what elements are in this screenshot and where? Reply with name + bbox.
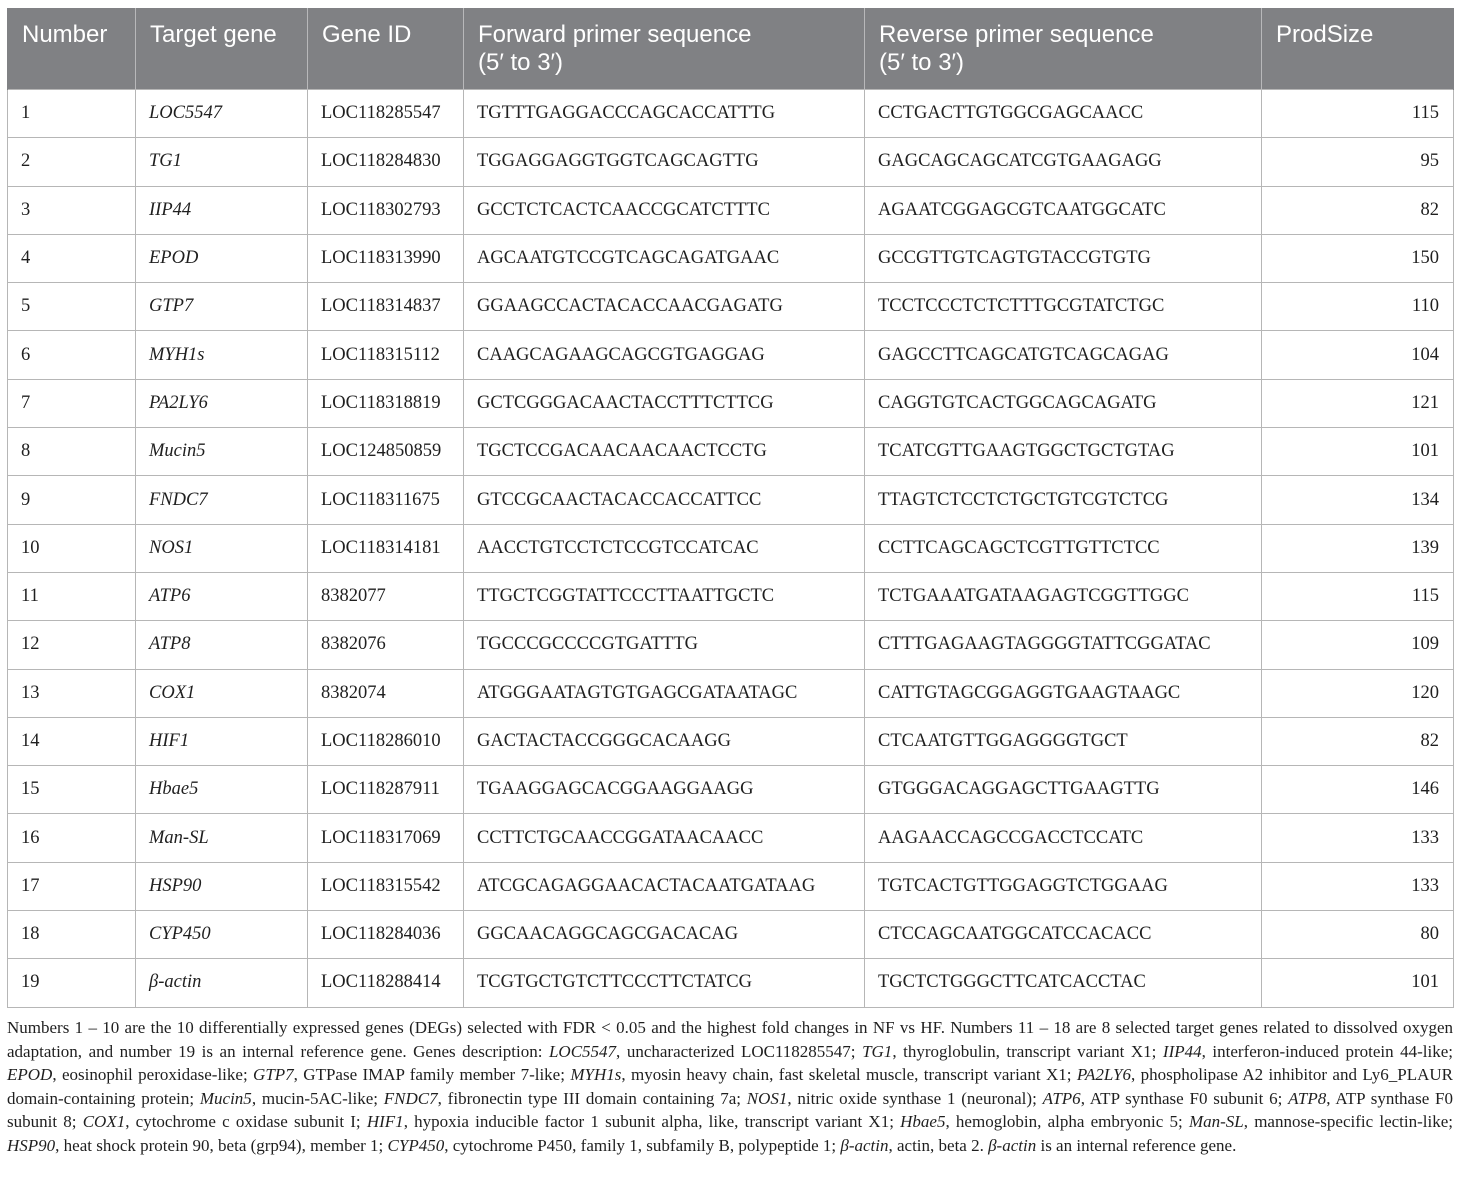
primer-table-container bbox=[7, 8, 1453, 1008]
footnote-gene-description: , heat shock protein 90, beta (grp94), member 1; bbox=[55, 1135, 388, 1155]
header-number: Number bbox=[8, 8, 136, 90]
cell-number: 14 bbox=[8, 717, 136, 765]
footnote-gene-description: , ATP synthase F0 subunit 8; bbox=[7, 1088, 1453, 1132]
table-footnote bbox=[7, 1016, 1453, 1158]
cell-number: 11 bbox=[8, 572, 136, 620]
footnote-gene-description: , myosin heavy chain, fast skeletal muscle, transcript variant X1; bbox=[621, 1065, 1077, 1085]
footnote-gene-description: , uncharacterized LOC118285547; bbox=[616, 1041, 863, 1061]
cell-number: 16 bbox=[8, 814, 136, 862]
table-row bbox=[8, 90, 1454, 138]
cell-target-gene: COX1 bbox=[136, 669, 308, 717]
cell-number: 6 bbox=[8, 331, 136, 379]
footnote-gene-name: Hbae5 bbox=[900, 1112, 946, 1132]
cell-forward-primer: CAAGCAGAAGCAGCGTGAGGAG bbox=[464, 331, 865, 379]
cell-reverse-primer: CCTTCAGCAGCTCGTTGTTCTCC bbox=[865, 524, 1262, 572]
table-row bbox=[8, 331, 1454, 379]
cell-forward-primer: TTGCTCGGTATTCCCTTAATTGCTC bbox=[464, 572, 865, 620]
table-row bbox=[8, 766, 1454, 814]
table-row bbox=[8, 379, 1454, 427]
footnote-gene-name: IIP44 bbox=[1162, 1041, 1202, 1061]
table-row bbox=[8, 283, 1454, 331]
cell-target-gene: TG1 bbox=[136, 138, 308, 186]
cell-forward-primer: ATGGGAATAGTGTGAGCGATAATAGC bbox=[464, 669, 865, 717]
cell-target-gene: HSP90 bbox=[136, 862, 308, 910]
cell-target-gene: Man-SL bbox=[136, 814, 308, 862]
cell-reverse-primer: CTCCAGCAATGGCATCCACACC bbox=[865, 911, 1262, 959]
cell-gene-id: LOC118317069 bbox=[308, 814, 464, 862]
footnote-gene-name: COX1 bbox=[82, 1112, 126, 1132]
cell-prodsize: 120 bbox=[1262, 669, 1454, 717]
footnote-closing-gene: β-actin bbox=[988, 1135, 1037, 1155]
cell-number: 7 bbox=[8, 379, 136, 427]
cell-gene-id: LOC118318819 bbox=[308, 379, 464, 427]
footnote-gene-name: LOC5547 bbox=[548, 1041, 617, 1061]
cell-target-gene: GTP7 bbox=[136, 283, 308, 331]
cell-target-gene: MYH1s bbox=[136, 331, 308, 379]
cell-number: 13 bbox=[8, 669, 136, 717]
cell-reverse-primer: GAGCCTTCAGCATGTCAGCAGAG bbox=[865, 331, 1262, 379]
cell-prodsize: 104 bbox=[1262, 331, 1454, 379]
cell-forward-primer: TGCTCCGACAACAACAACTCCTG bbox=[464, 428, 865, 476]
footnote-gene-description: , nitric oxide synthase 1 (neuronal); bbox=[787, 1088, 1043, 1108]
cell-reverse-primer: TCCTCCCTCTCTTTGCGTATCTGC bbox=[865, 283, 1262, 331]
footnote-gene-name: TG1 bbox=[862, 1041, 893, 1061]
table-row bbox=[8, 621, 1454, 669]
cell-forward-primer: TGAAGGAGCACGGAAGGAAGG bbox=[464, 766, 865, 814]
footnote-gene-name: ATP6 bbox=[1042, 1088, 1081, 1108]
cell-reverse-primer: TCATCGTTGAAGTGGCTGCTGTAG bbox=[865, 428, 1262, 476]
cell-target-gene: HIF1 bbox=[136, 717, 308, 765]
cell-reverse-primer: AAGAACCAGCCGACCTCCATC bbox=[865, 814, 1262, 862]
cell-prodsize: 82 bbox=[1262, 717, 1454, 765]
cell-gene-id: 8382074 bbox=[308, 669, 464, 717]
header-forward-line1: Forward primer sequence bbox=[478, 21, 752, 48]
cell-number: 3 bbox=[8, 186, 136, 234]
cell-reverse-primer: CTTTGAGAAGTAGGGGTATTCGGATAC bbox=[865, 621, 1262, 669]
cell-reverse-primer: TGCTCTGGGCTTCATCACCTAC bbox=[865, 959, 1262, 1007]
cell-target-gene: Mucin5 bbox=[136, 428, 308, 476]
cell-gene-id: 8382076 bbox=[308, 621, 464, 669]
cell-number: 1 bbox=[8, 90, 136, 138]
header-gene-id: Gene ID bbox=[308, 8, 464, 90]
cell-forward-primer: AACCTGTCCTCTCCGTCCATCAC bbox=[464, 524, 865, 572]
cell-forward-primer: AGCAATGTCCGTCAGCAGATGAAC bbox=[464, 234, 865, 282]
cell-prodsize: 133 bbox=[1262, 862, 1454, 910]
footnote-gene-name: NOS1 bbox=[746, 1088, 788, 1108]
cell-gene-id: LOC118286010 bbox=[308, 717, 464, 765]
footnote-intro: Numbers 1 – 10 are the 10 differentially expressed genes (DEGs) selected with FDR < 0.05 and the highest fold changes in NF vs HF. Numbers 11 – 18 are 8 selected target genes related to dissolved oxygen adaptation, and number 19 is an internal reference gene. Genes description: bbox=[7, 1018, 1453, 1061]
footnote-gene-name: MYH1s bbox=[570, 1065, 622, 1085]
footnote-gene-description: , GTPase IMAP family member 7-like; bbox=[293, 1065, 571, 1085]
cell-forward-primer: CCTTCTGCAACCGGATAACAACC bbox=[464, 814, 865, 862]
cell-prodsize: 146 bbox=[1262, 766, 1454, 814]
footnote-gene-name: Mucin5 bbox=[199, 1088, 252, 1108]
cell-reverse-primer: TCTGAAATGATAAGAGTCGGTTGGC bbox=[865, 572, 1262, 620]
cell-forward-primer: TGGAGGAGGTGGTCAGCAGTTG bbox=[464, 138, 865, 186]
cell-prodsize: 95 bbox=[1262, 138, 1454, 186]
cell-gene-id: LOC118285547 bbox=[308, 90, 464, 138]
table-row bbox=[8, 717, 1454, 765]
footnote-gene-name: CYP450 bbox=[387, 1135, 445, 1155]
cell-prodsize: 134 bbox=[1262, 476, 1454, 524]
cell-reverse-primer: GAGCAGCAGCATCGTGAAGAGG bbox=[865, 138, 1262, 186]
cell-reverse-primer: CCTGACTTGTGGCGAGCAACC bbox=[865, 90, 1262, 138]
cell-prodsize: 101 bbox=[1262, 959, 1454, 1007]
cell-prodsize: 139 bbox=[1262, 524, 1454, 572]
cell-forward-primer: TCGTGCTGTCTTCCCTTCTATCG bbox=[464, 959, 865, 1007]
cell-number: 12 bbox=[8, 621, 136, 669]
cell-target-gene: ATP8 bbox=[136, 621, 308, 669]
footnote-closing-text: is an internal reference gene. bbox=[1036, 1135, 1237, 1155]
cell-number: 10 bbox=[8, 524, 136, 572]
cell-forward-primer: GTCCGCAACTACACCACCATTCC bbox=[464, 476, 865, 524]
footnote-gene-description: , thyroglobulin, transcript variant X1; bbox=[892, 1041, 1163, 1061]
cell-number: 18 bbox=[8, 911, 136, 959]
cell-prodsize: 82 bbox=[1262, 186, 1454, 234]
cell-gene-id: LOC118287911 bbox=[308, 766, 464, 814]
table-row bbox=[8, 138, 1454, 186]
header-forward-line2: (5′ to 3′) bbox=[478, 49, 564, 76]
footnote-gene-description: , mucin-5AC-like; bbox=[251, 1088, 384, 1108]
footnote-gene-description: , ATP synthase F0 subunit 6; bbox=[1080, 1088, 1289, 1108]
table-row bbox=[8, 186, 1454, 234]
cell-gene-id: LOC118314181 bbox=[308, 524, 464, 572]
cell-prodsize: 109 bbox=[1262, 621, 1454, 669]
cell-number: 8 bbox=[8, 428, 136, 476]
footnote-gene-description: , phospholipase A2 inhibitor and Ly6_PLAUR domain-containing protein; bbox=[7, 1065, 1453, 1108]
header-reverse-line1: Reverse primer sequence bbox=[879, 21, 1154, 48]
cell-gene-id: LOC124850859 bbox=[308, 428, 464, 476]
table-row bbox=[8, 234, 1454, 282]
cell-prodsize: 115 bbox=[1262, 572, 1454, 620]
cell-prodsize: 115 bbox=[1262, 90, 1454, 138]
footnote-gene-description: , interferon-induced protein 44-like; bbox=[1201, 1041, 1454, 1061]
header-reverse-primer bbox=[865, 8, 1262, 90]
header-reverse-line2: (5′ to 3′) bbox=[879, 49, 965, 76]
cell-reverse-primer: TGTCACTGTTGGAGGTCTGGAAG bbox=[865, 862, 1262, 910]
cell-gene-id: LOC118315542 bbox=[308, 862, 464, 910]
table-row bbox=[8, 428, 1454, 476]
footnote-gene-description: , fibronectin type III domain containing 7a; bbox=[437, 1088, 747, 1108]
header-forward-primer bbox=[464, 8, 865, 90]
cell-prodsize: 80 bbox=[1262, 911, 1454, 959]
cell-gene-id: LOC118284036 bbox=[308, 911, 464, 959]
table-row bbox=[8, 911, 1454, 959]
cell-forward-primer: GGCAACAGGCAGCGACACAG bbox=[464, 911, 865, 959]
cell-number: 9 bbox=[8, 476, 136, 524]
cell-gene-id: LOC118313990 bbox=[308, 234, 464, 282]
header-prodsize: ProdSize bbox=[1262, 8, 1454, 90]
cell-target-gene: NOS1 bbox=[136, 524, 308, 572]
cell-target-gene: IIP44 bbox=[136, 186, 308, 234]
footnote-gene-name: HIF1 bbox=[366, 1112, 404, 1132]
cell-reverse-primer: AGAATCGGAGCGTCAATGGCATC bbox=[865, 186, 1262, 234]
table-row bbox=[8, 862, 1454, 910]
cell-number: 15 bbox=[8, 766, 136, 814]
footnote-gene-name: PA2LY6 bbox=[1076, 1065, 1131, 1085]
cell-gene-id: LOC118311675 bbox=[308, 476, 464, 524]
footnote-gene-description: , cytochrome P450, family 1, subfamily B, polypeptide 1; bbox=[444, 1135, 841, 1155]
table-row bbox=[8, 959, 1454, 1007]
cell-number: 5 bbox=[8, 283, 136, 331]
cell-reverse-primer: CTCAATGTTGGAGGGGTGCT bbox=[865, 717, 1262, 765]
footnote-gene-name: Man-SL bbox=[1188, 1112, 1244, 1132]
cell-target-gene: β-actin bbox=[136, 959, 308, 1007]
cell-forward-primer: TGCCCGCCCCGTGATTTG bbox=[464, 621, 865, 669]
table-row bbox=[8, 524, 1454, 572]
footnote-gene-description: , hemoglobin, alpha embryonic 5; bbox=[945, 1112, 1189, 1132]
cell-prodsize: 121 bbox=[1262, 379, 1454, 427]
footnote-gene-description: , mannose-specific lectin-like; bbox=[1243, 1112, 1453, 1132]
footnote-gene-name: HSP90 bbox=[7, 1135, 56, 1155]
cell-forward-primer: ATCGCAGAGGAACACTACAATGATAAG bbox=[464, 862, 865, 910]
footnote-gene-description: , cytochrome c oxidase subunit I; bbox=[125, 1112, 367, 1132]
cell-gene-id: LOC118284830 bbox=[308, 138, 464, 186]
cell-target-gene: CYP450 bbox=[136, 911, 308, 959]
header-target-gene: Target gene bbox=[136, 8, 308, 90]
table-row bbox=[8, 814, 1454, 862]
cell-prodsize: 110 bbox=[1262, 283, 1454, 331]
cell-prodsize: 133 bbox=[1262, 814, 1454, 862]
cell-reverse-primer: CAGGTGTCACTGGCAGCAGATG bbox=[865, 379, 1262, 427]
cell-gene-id: LOC118302793 bbox=[308, 186, 464, 234]
footnote-gene-description: , actin, beta 2. bbox=[888, 1135, 989, 1155]
cell-forward-primer: GACTACTACCGGGCACAAGG bbox=[464, 717, 865, 765]
cell-gene-id: LOC118314837 bbox=[308, 283, 464, 331]
cell-gene-id: LOC118315112 bbox=[308, 331, 464, 379]
table-row bbox=[8, 476, 1454, 524]
footnote-gene-name: ATP8 bbox=[1288, 1088, 1327, 1108]
cell-target-gene: FNDC7 bbox=[136, 476, 308, 524]
cell-number: 2 bbox=[8, 138, 136, 186]
cell-target-gene: Hbae5 bbox=[136, 766, 308, 814]
cell-reverse-primer: CATTGTAGCGGAGGTGAAGTAAGC bbox=[865, 669, 1262, 717]
cell-target-gene: ATP6 bbox=[136, 572, 308, 620]
footnote-gene-description: , hypoxia inducible factor 1 subunit alpha, like, transcript variant X1; bbox=[403, 1112, 901, 1132]
footnote-gene-name: β-actin bbox=[840, 1135, 889, 1155]
cell-number: 17 bbox=[8, 862, 136, 910]
cell-reverse-primer: GTGGGACAGGAGCTTGAAGTTG bbox=[865, 766, 1262, 814]
cell-forward-primer: GCCTCTCACTCAACCGCATCTTTC bbox=[464, 186, 865, 234]
cell-target-gene: PA2LY6 bbox=[136, 379, 308, 427]
cell-target-gene: EPOD bbox=[136, 234, 308, 282]
cell-gene-id: 8382077 bbox=[308, 572, 464, 620]
footnote-gene-name: EPOD bbox=[7, 1065, 53, 1085]
cell-prodsize: 150 bbox=[1262, 234, 1454, 282]
footnote-gene-name: GTP7 bbox=[253, 1065, 294, 1085]
table-row bbox=[8, 572, 1454, 620]
footnote-gene-description: , eosinophil peroxidase-like; bbox=[52, 1065, 254, 1085]
cell-number: 4 bbox=[8, 234, 136, 282]
cell-number: 19 bbox=[8, 959, 136, 1007]
table-body bbox=[8, 90, 1454, 1008]
primer-table bbox=[7, 8, 1454, 1008]
cell-prodsize: 101 bbox=[1262, 428, 1454, 476]
cell-forward-primer: GGAAGCCACTACACCAACGAGATG bbox=[464, 283, 865, 331]
cell-gene-id: LOC118288414 bbox=[308, 959, 464, 1007]
cell-forward-primer: TGTTTGAGGACCCAGCACCATTTG bbox=[464, 90, 865, 138]
footnote-gene-name: FNDC7 bbox=[383, 1088, 438, 1108]
table-row bbox=[8, 669, 1454, 717]
cell-forward-primer: GCTCGGGACAACTACCTTTCTTCG bbox=[464, 379, 865, 427]
cell-reverse-primer: TTAGTCTCCTCTGCTGTCGTCTCG bbox=[865, 476, 1262, 524]
cell-reverse-primer: GCCGTTGTCAGTGTACCGTGTG bbox=[865, 234, 1262, 282]
table-header-row bbox=[8, 8, 1454, 90]
cell-target-gene: LOC5547 bbox=[136, 90, 308, 138]
